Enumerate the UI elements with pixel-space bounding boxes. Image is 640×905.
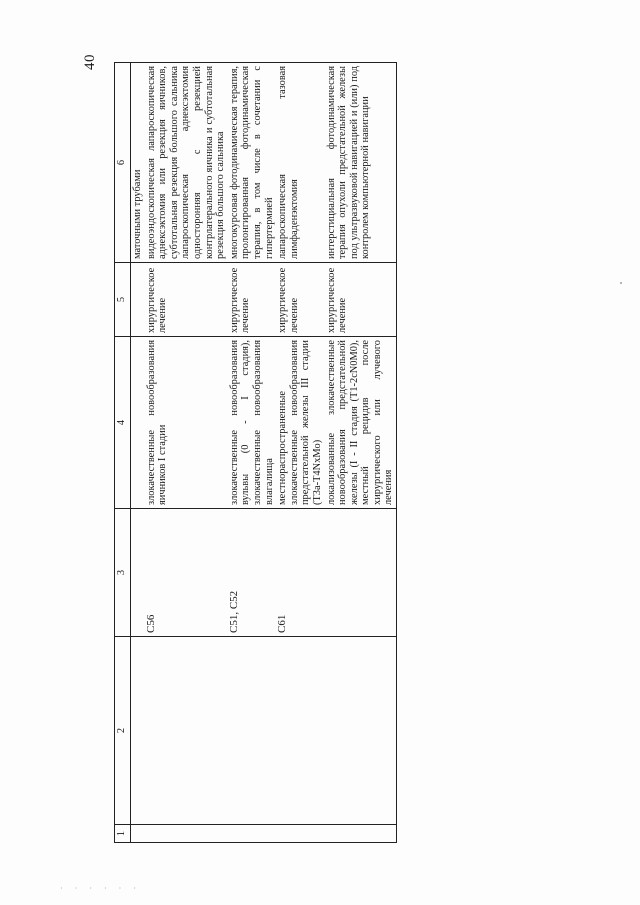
cell-treatment-type [131,263,145,337]
cell-diagnosis: местнораспространенные злокачественные новообразования предстательной железы III стадии (T3a-T4NxMo) [276,337,324,509]
cell-col-2 [276,637,324,825]
cell-icd-code: C61 [276,509,324,637]
cell-treatment-method: интерстициальная фотодинамическая терапия опухоли предстательной железы под ультразвуковой навигацией и (или) под контролем компьютерной навигации [325,63,397,263]
header-col-2: 2 [115,637,131,825]
cell-treatment-method: маточными трубами [131,63,145,263]
cell-col-2 [325,637,397,825]
cell-col-1 [228,825,276,843]
rotated-table-container [114,63,526,843]
cell-treatment-type: хирургическое лечение [325,263,397,337]
cell-diagnosis: локализованные злокачественные новообразования предстательной железы (I - II стадия (T1-2cN0M0), местный рецидив после хирургического или лучевого лечения [325,337,397,509]
cell-diagnosis [131,337,145,509]
cell-treatment-type: хирургическое лечение [276,263,324,337]
cell-treatment-method: видеоэндоскопическая лапароскопическая аднексэктомия или резекция яичников, субтотальная резекция большого сальника лапароскопическая аднексэктомия односторонняя с резекцией контрлатерального яичника и субтотальная резекция большого сальника [145,63,228,263]
cell-col-2 [131,637,145,825]
table-row [145,63,228,843]
page-number: 40 [82,54,98,70]
cell-treatment-method: многокурсовая фотодинамическая терапия, пролонгированная фотодинамическая терапия, в том числе в сочетании с гипертермией [228,63,276,263]
cell-diagnosis: злокачественные новообразования яичников I стадии [145,337,228,509]
header-col-4: 4 [115,337,131,509]
cell-col-2 [228,637,276,825]
cell-icd-code: C56 [145,509,228,637]
cell-treatment-type: хирургическое лечение [228,263,276,337]
medical-procedures-table [114,62,397,843]
cell-icd-code [131,509,145,637]
cell-col-1 [325,825,397,843]
cell-icd-code: C51, C52 [228,509,276,637]
table-row [276,63,324,843]
table-row [325,63,397,843]
table-row [131,63,145,843]
table-row [228,63,276,843]
cell-treatment-type: хирургическое лечение [145,263,228,337]
cell-treatment-method: лапароскопическая тазовая лимфаденэктомия [276,63,324,263]
cell-col-1 [131,825,145,843]
cell-col-1 [145,825,228,843]
scan-artifact-fleck [620,282,622,284]
cell-icd-code [325,509,397,637]
header-col-3: 3 [115,509,131,637]
header-col-6: 6 [115,63,131,263]
header-col-1: 1 [115,825,131,843]
header-col-5: 5 [115,263,131,337]
cell-col-2 [145,637,228,825]
scan-artifact-dots: · · · · · · [60,884,141,893]
table-header-row [115,63,131,843]
cell-diagnosis: злокачественные новообразования вульвы (0 - I стадия), злокачественные новообразования влагалища [228,337,276,509]
cell-col-1 [276,825,324,843]
